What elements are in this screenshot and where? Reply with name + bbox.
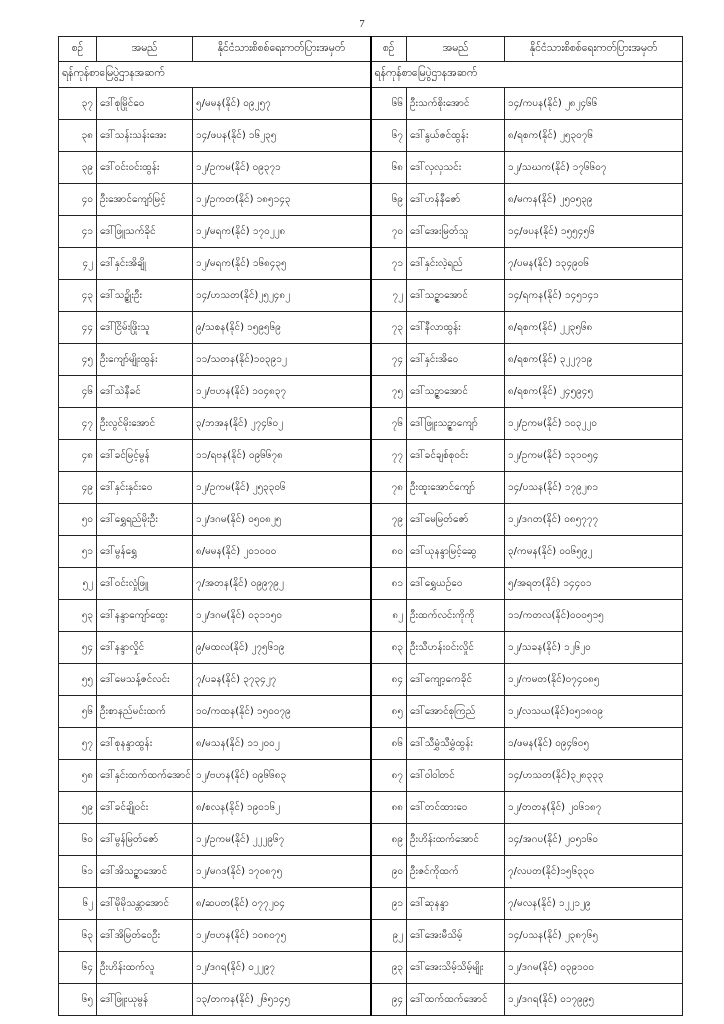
cell-nrc: ၁၄/ဟသတ(နိုင်)၃၂၈၃၃၃: [505, 760, 683, 792]
cell-no: ၅၆: [59, 696, 97, 728]
header-no: စဉ်: [59, 37, 97, 62]
cell-no: ၅၂: [59, 568, 97, 600]
cell-no: ၇၇: [371, 440, 407, 472]
header-name: အမည်: [407, 37, 505, 62]
cell-name: ဒေါ်အေးသိမ့်သိမ့်မျိုး: [407, 952, 505, 984]
cell-no: ၄၁: [59, 216, 97, 248]
cell-nrc: ၅/အရတ(နိုင်) ၁၄၄၀၁: [505, 568, 683, 600]
cell-no: ၄၀: [59, 184, 97, 216]
cell-no: ၆၇: [371, 120, 407, 152]
cell-name: ဒေါ်ဟန်နီဇော်: [407, 184, 505, 216]
cell-name: ဒေါ်ယုနန္ဒာမြင့်ဆွေ: [407, 536, 505, 568]
cell-nrc: ၁၄/ဖပန(နိုင်) ၁၅၅၄၅၆: [505, 216, 683, 248]
table-row: [59, 792, 683, 824]
table-row: [59, 568, 683, 600]
cell-nrc: ၇/ပမန(နိုင်) ၁၃၄၉၀၆: [505, 248, 683, 280]
cell-no: ၅၉: [59, 792, 97, 824]
cell-nrc: ၁၂/ဒဂမ(နိုင်) ၀၃၉၁၀၀: [505, 952, 683, 984]
cell-nrc: ၁၂/ဥကတ(နိုင်) ၁၈၅၁၄၃: [193, 184, 371, 216]
cell-no: ၇၁: [371, 248, 407, 280]
cell-name: ဒေါ်သဉ္စိုးဦး: [97, 280, 193, 312]
cell-name: ဒေါ်ကျော့ကေခိုင်: [407, 664, 505, 696]
cell-name: ဒေါ်မွန်မြတ်ဇော်: [97, 824, 193, 856]
cell-name: ဒေါ်မေသန့်ဇင်လင်း: [97, 664, 193, 696]
cell-nrc: ၁၂/ဥကမ(နိုင်) ၁၀၃၂၂၀: [505, 408, 683, 440]
table-row: [59, 184, 683, 216]
cell-name: ဦးဇင်ကိုထက်: [407, 856, 505, 888]
cell-no: ၈၆: [371, 728, 407, 760]
cell-nrc: ၇/လပတ(နိုင်)၁၅၆၃၃၀: [505, 856, 683, 888]
cell-no: ၇၄: [371, 344, 407, 376]
cell-name: ဒေါ်အိသဉ္ဇာအောင်: [97, 856, 193, 888]
table-row: [59, 728, 683, 760]
cell-nrc: ၃/ကမန(နိုင်) ၀၀၆၅၉၂: [505, 536, 683, 568]
cell-name: ဒေါ်နန္ဒာလှိုင်: [97, 632, 193, 664]
cell-no: ၃၈: [59, 120, 97, 152]
cell-name: ဒေါ်နှင်းနှင်းဝေ: [97, 472, 193, 504]
cell-nrc: ၁၂/ဒဂရ(နိုင်) ၀၂၂၉၇: [193, 952, 371, 984]
cell-nrc: ၇/မလန(နိုင်) ၁၂၂၁၂၉: [505, 888, 683, 920]
cell-no: ၉၃: [371, 952, 407, 984]
candidate-roster-table: [58, 36, 683, 1016]
cell-nrc: ၁၂/ဥကမ(နိုင်) ၀၉၃၇၁: [193, 152, 371, 184]
table-row: [59, 696, 683, 728]
header-nrc: နိုင်ငံသားစိစစ်ရေးကတ်ပြားအမှတ်: [193, 37, 371, 62]
cell-name: ဒေါ်သန်းသန်းအေး: [97, 120, 193, 152]
cell-nrc: ၁၂/သဃက(နိုင်) ၁၇၆၆၀၇: [505, 152, 683, 184]
cell-nrc: ၁၂/ဥကမ(နိုင်) ၂၂၂၉၆၇: [193, 824, 371, 856]
cell-nrc: ၈/ရစက(နိုင်) ၃၂၂၇၁၉: [505, 344, 683, 376]
cell-no: ၆၄: [59, 952, 97, 984]
cell-name: ဒေါ်စုမြိုင်ဝေ: [97, 88, 193, 120]
cell-name: ဒေါ်နီလာထွန်း: [407, 312, 505, 344]
cell-nrc: ၁၄/ပသန(နိုင်) ၂၃၈၇၆၅: [505, 920, 683, 952]
cell-name: ဒေါ်သဉ္ဇာအောင်: [407, 280, 505, 312]
cell-name: ဒေါ်နွယ်ဇင်ထွန်း: [407, 120, 505, 152]
cell-name: ဦးလွင်မိုးအောင်: [97, 408, 193, 440]
cell-no: ၈၇: [371, 760, 407, 792]
cell-no: ၇၆: [371, 408, 407, 440]
table-row: [59, 88, 683, 120]
cell-nrc: ၅/မမန(နိုင်) ၀၉၂၅၇: [193, 88, 371, 120]
cell-nrc: ၁၂/ဗဟန(နိုင်) ၁၀၄၈၃၇: [193, 376, 371, 408]
cell-no: ၈၃: [371, 632, 407, 664]
cell-nrc: ၈/ရစက(နိုင်) ၂၂၃၅၆၈: [505, 312, 683, 344]
table-row: [59, 888, 683, 920]
cell-nrc: ၁၂/မဂဒ(နိုင်) ၁၇၀၈၇၅: [193, 856, 371, 888]
cell-nrc: ၁၄/ကပန(နိုင်) ၂၈၂၄၆၆: [505, 88, 683, 120]
table-row: [59, 504, 683, 536]
cell-nrc: ၁၂/ဒဂမ(နိုင်) ၀၃၁၁၅၀: [193, 600, 371, 632]
cell-no: ၈၉: [371, 824, 407, 856]
cell-no: ၄၂: [59, 248, 97, 280]
cell-name: ဒေါ်မိုမိုသန္တာအောင်: [97, 888, 193, 920]
cell-nrc: ၉/သစန(နိုင်) ၁၅၉၅၆၉: [193, 312, 371, 344]
cell-no: ၇၈: [371, 472, 407, 504]
cell-nrc: ၁၁/ကတလ(နိုင်)၀၀၀၅၁၅: [505, 600, 683, 632]
cell-no: ၄၆: [59, 376, 97, 408]
cell-nrc: ၁၁/ရဗန(နိုင်) ၀၉၆၆၇၈: [193, 440, 371, 472]
cell-no: ၅၁: [59, 536, 97, 568]
table-row: [59, 824, 683, 856]
cell-nrc: ၈/မသန(နိုင်) ၁၁၂၀၀၂: [193, 728, 371, 760]
cell-name: ဦးဟိန်းထက်လူ: [97, 952, 193, 984]
cell-no: ၈၂: [371, 600, 407, 632]
cell-name: ဦးကျော်မျိုးထွန်း: [97, 344, 193, 376]
cell-nrc: ၁၂/ဒဂမ(နိုင်) ၀၅၀၈၂၅: [193, 504, 371, 536]
cell-name: ဒေါ်သဲနီခင်: [97, 376, 193, 408]
header-no: စဉ်: [371, 37, 407, 62]
cell-name: ဒေါ်သီမွှံသီမွှံထွန်း: [407, 728, 505, 760]
table-row: [59, 280, 683, 312]
section-title: ရန်ကုန်စာမြေပွဲဌာနအဆက်: [371, 62, 683, 88]
cell-nrc: ၁၄/ရကန(နိုင်) ၁၄၅၁၄၁: [505, 280, 683, 312]
table-header-row: [59, 37, 683, 62]
cell-nrc: ၇/အတန(နိုင်) ၀၉၉၇၉၂: [193, 568, 371, 600]
header-name: အမည်: [97, 37, 193, 62]
cell-no: ၈၄: [371, 664, 407, 696]
cell-no: ၇၅: [371, 376, 407, 408]
cell-name: ဒေါ်ဖြူသက်ခိုင်: [97, 216, 193, 248]
cell-no: ၇၃: [371, 312, 407, 344]
cell-name: ဒေါ်ခင်မြင့်မွန်: [97, 440, 193, 472]
cell-nrc: ၁၁/သတန(နိုင်)၁၀၃၉၁၂: [193, 344, 371, 376]
cell-nrc: ၉/မထလ(နိုင်) ၂၇၅၆၁၉: [193, 632, 371, 664]
cell-name: ဒေါ်ထက်ထက်အောင်: [407, 984, 505, 1016]
section-title-row: [59, 62, 683, 88]
cell-nrc: ၁၄/အဂပ(နိုင်) ၂၀၅၁၆၀: [505, 824, 683, 856]
table-row: [59, 120, 683, 152]
cell-name: ဒေါ်အောင်စုကြည်: [407, 696, 505, 728]
cell-no: ၉၁: [371, 888, 407, 920]
cell-nrc: ၈/မကန(နိုင်) ၂၅၀၅၃၉: [505, 184, 683, 216]
table-row: [59, 920, 683, 952]
cell-nrc: ၈/မမန(နိုင်) ၂၀၁၀၀၀: [193, 536, 371, 568]
cell-name: ဒေါ်မွန်ရွှေ: [97, 536, 193, 568]
table-row: [59, 664, 683, 696]
cell-name: ဒေါ်ဝင်းဝင်းထွန်း: [97, 152, 193, 184]
cell-nrc: ၁၂/ဗဟန(နိုင်) ၁၀၈၀၇၅: [193, 920, 371, 952]
cell-no: ၄၃: [59, 280, 97, 312]
cell-name: ဒေါ်ဝင်းလှုံဖြူ: [97, 568, 193, 600]
cell-name: ဒေါ်တင်ထားဝေ: [407, 792, 505, 824]
cell-nrc: ၈/ရစက(နိုင်) ၂၅၃၀၇၆: [505, 120, 683, 152]
cell-no: ၄၄: [59, 312, 97, 344]
cell-name: ဦးထူးအောင်ကျော်: [407, 472, 505, 504]
cell-name: ဦးထက်လင်းကိုကို: [407, 600, 505, 632]
cell-no: ၅၅: [59, 664, 97, 696]
cell-name: ဒေါ်နှင်းလဲ့ရည်: [407, 248, 505, 280]
cell-nrc: ၁၂/ဗဟန(နိုင်) ၀၉၆၆၈၃: [193, 760, 371, 792]
cell-no: ၉၂: [371, 920, 407, 952]
table-row: [59, 632, 683, 664]
cell-nrc: ၁၂/မရက(နိုင်) ၁၆၈၄၃၅: [193, 248, 371, 280]
header-nrc: နိုင်ငံသားစိစစ်ရေးကတ်ပြားအမှတ်: [505, 37, 683, 62]
cell-no: ၇၂: [371, 280, 407, 312]
cell-nrc: ၁၀/ကထန(နိုင်) ၁၅၀၀၇၉: [193, 696, 371, 728]
cell-no: ၉၀: [371, 856, 407, 888]
cell-no: ၄၉: [59, 472, 97, 504]
cell-name: ဦးအောင်ကျော်မြင့်: [97, 184, 193, 216]
cell-name: ဒေါ်သဉ္ဇာအောင်: [407, 376, 505, 408]
cell-no: ၄၅: [59, 344, 97, 376]
cell-nrc: ၁၂/ဒဂတ(နိုင်) ၀၈၅၇၇၇: [505, 504, 683, 536]
cell-name: ဒေါ်အိမြတ်ဝေဦး: [97, 920, 193, 952]
cell-nrc: ၁၄/ပသန(နိုင်) ၁၇၉၂၈၁: [505, 472, 683, 504]
table-row: [59, 440, 683, 472]
cell-nrc: ၁၂/ဥကမ(နိုင်) ၂၅၃၃၀၆: [193, 472, 371, 504]
cell-name: ဦးဟိန်းထက်အောင်: [407, 824, 505, 856]
cell-no: ၆၆: [371, 88, 407, 120]
cell-name: ဒေါ်ခင်ချစ်စုဝင်း: [407, 440, 505, 472]
table-row: [59, 600, 683, 632]
cell-nrc: ၁၂/လသယ(နိုင်)၀၅၁၈၀၉: [505, 696, 683, 728]
cell-no: ၅၈: [59, 760, 97, 792]
table-row: [59, 248, 683, 280]
cell-nrc: ၈/ရစက(နိုင်) ၂၄၅၉၄၅: [505, 376, 683, 408]
cell-nrc: ၁/ဖမန(နိုင်) ၀၉၄၆၀၅: [505, 728, 683, 760]
cell-nrc: ၁၂/ဥကမ(နိုင်) ၁၃၁၀၅၄: [505, 440, 683, 472]
cell-no: ၆၅: [59, 984, 97, 1016]
cell-name: ဒေါ်လှလှသင်း: [407, 152, 505, 184]
cell-nrc: ၈/စလန(နိုင်) ၁၉၀၁၆၂: [193, 792, 371, 824]
cell-no: ၅၀: [59, 504, 97, 536]
cell-name: ဒေါ်ခင်ချိုဝင်း: [97, 792, 193, 824]
cell-nrc: ၇/ပခန(နိုင်) ၃၇၃၄၂၇: [193, 664, 371, 696]
cell-nrc: ၈/ဆပတ(နိုင်) ၀၇၇၂၀၄: [193, 888, 371, 920]
cell-no: ၆၈: [371, 152, 407, 184]
table-row: [59, 312, 683, 344]
cell-nrc: ၁၄/ဖပန(နိုင်) ၁၆၂၃၅: [193, 120, 371, 152]
cell-no: ၉၄: [371, 984, 407, 1016]
cell-nrc: ၁၂/မရက(နိုင်) ၁၇၀၂၂၈: [193, 216, 371, 248]
table-row: [59, 952, 683, 984]
cell-no: ၈၅: [371, 696, 407, 728]
cell-no: ၈၁: [371, 568, 407, 600]
section-title: ရန်ကုန်စာမြေပွဲဌာနအဆက်: [59, 62, 371, 88]
cell-no: ၆၀: [59, 824, 97, 856]
cell-nrc: ၁၂/တတန(နိုင်) ၂၀၆၁၈၇: [505, 792, 683, 824]
cell-nrc: ၁၂/ဒဂရ(နိုင်) ၀၁၇၉၉၅: [505, 984, 683, 1016]
cell-no: ၆၁: [59, 856, 97, 888]
cell-nrc: ၁၂/သခန(နိုင်) ၁၂၆၂၀: [505, 632, 683, 664]
table-row: [59, 472, 683, 504]
cell-name: ဦးသက်စိုးအောင်: [407, 88, 505, 120]
table-row: [59, 376, 683, 408]
cell-no: ၇၉: [371, 504, 407, 536]
table-row: [59, 152, 683, 184]
cell-name: ဦးစာနည်မင်းထက်: [97, 696, 193, 728]
table-row: [59, 760, 683, 792]
table-row: [59, 536, 683, 568]
cell-nrc: ၁၄/ဟသတ(နိုင်)၂၅၂၄၈၂: [193, 280, 371, 312]
cell-name: ဒေါ်အေးမြတ်သူ: [407, 216, 505, 248]
cell-no: ၅၇: [59, 728, 97, 760]
cell-name: ဒေါ်အေးမီသိမ့်: [407, 920, 505, 952]
cell-name: ဒေါ်ဖြူးသဉ္ဇာကျော်: [407, 408, 505, 440]
cell-nrc: ၁၃/တကန(နိုင်) ၂၆၅၁၄၅: [193, 984, 371, 1016]
cell-no: ၈၈: [371, 792, 407, 824]
cell-name: ဒေါ်ရွှေရည်မိုးဦး: [97, 504, 193, 536]
roster-body: [59, 62, 683, 1016]
cell-no: ၃၇: [59, 88, 97, 120]
cell-no: ၆၉: [371, 184, 407, 216]
cell-no: ၆၂: [59, 888, 97, 920]
table-row: [59, 856, 683, 888]
cell-name: ဒေါ်ဝါဝါတင်: [407, 760, 505, 792]
table-row: [59, 216, 683, 248]
cell-name: ဒေါ်မေမြတ်ဇော်: [407, 504, 505, 536]
cell-no: ၄၈: [59, 440, 97, 472]
cell-no: ၆၃: [59, 920, 97, 952]
cell-no: ၅၄: [59, 632, 97, 664]
cell-name: ဒေါ်နန္ဒာကျော်ထွေး: [97, 600, 193, 632]
cell-name: ဒေါ်ငြိမ်းဖြိုးသူ: [97, 312, 193, 344]
cell-no: ၅၃: [59, 600, 97, 632]
cell-no: ၄၇: [59, 408, 97, 440]
table-row: [59, 408, 683, 440]
cell-no: ၃၉: [59, 152, 97, 184]
table-row: [59, 344, 683, 376]
cell-name: ဒေါ်နှင်းအိဝေ: [407, 344, 505, 376]
cell-nrc: ၃/ဘအန(နိုင်) ၂၇၄၆၀၂: [193, 408, 371, 440]
cell-name: ဒေါ်ဖြူးယုမွန်: [97, 984, 193, 1016]
page-number: 7: [359, 18, 365, 30]
cell-name: ဦးသီဟန်းဝင်းလှိုင်: [407, 632, 505, 664]
cell-no: ၇၀: [371, 216, 407, 248]
cell-name: ဒေါ်ရွှေယဉ်ဝေ: [407, 568, 505, 600]
cell-no: ၈၀: [371, 536, 407, 568]
cell-name: ဒေါ်နှင်းထက်ထက်အောင်: [97, 760, 193, 792]
table-row: [59, 984, 683, 1016]
cell-name: ဒေါ်ဆုနန္ဒာ: [407, 888, 505, 920]
cell-nrc: ၁၂/ကမတ(နိုင်)၀၇၄၀၈၅: [505, 664, 683, 696]
cell-name: ဒေါ်နှင်းအိချို: [97, 248, 193, 280]
cell-name: ဒေါ်စုနန္ဒာထွန်း: [97, 728, 193, 760]
